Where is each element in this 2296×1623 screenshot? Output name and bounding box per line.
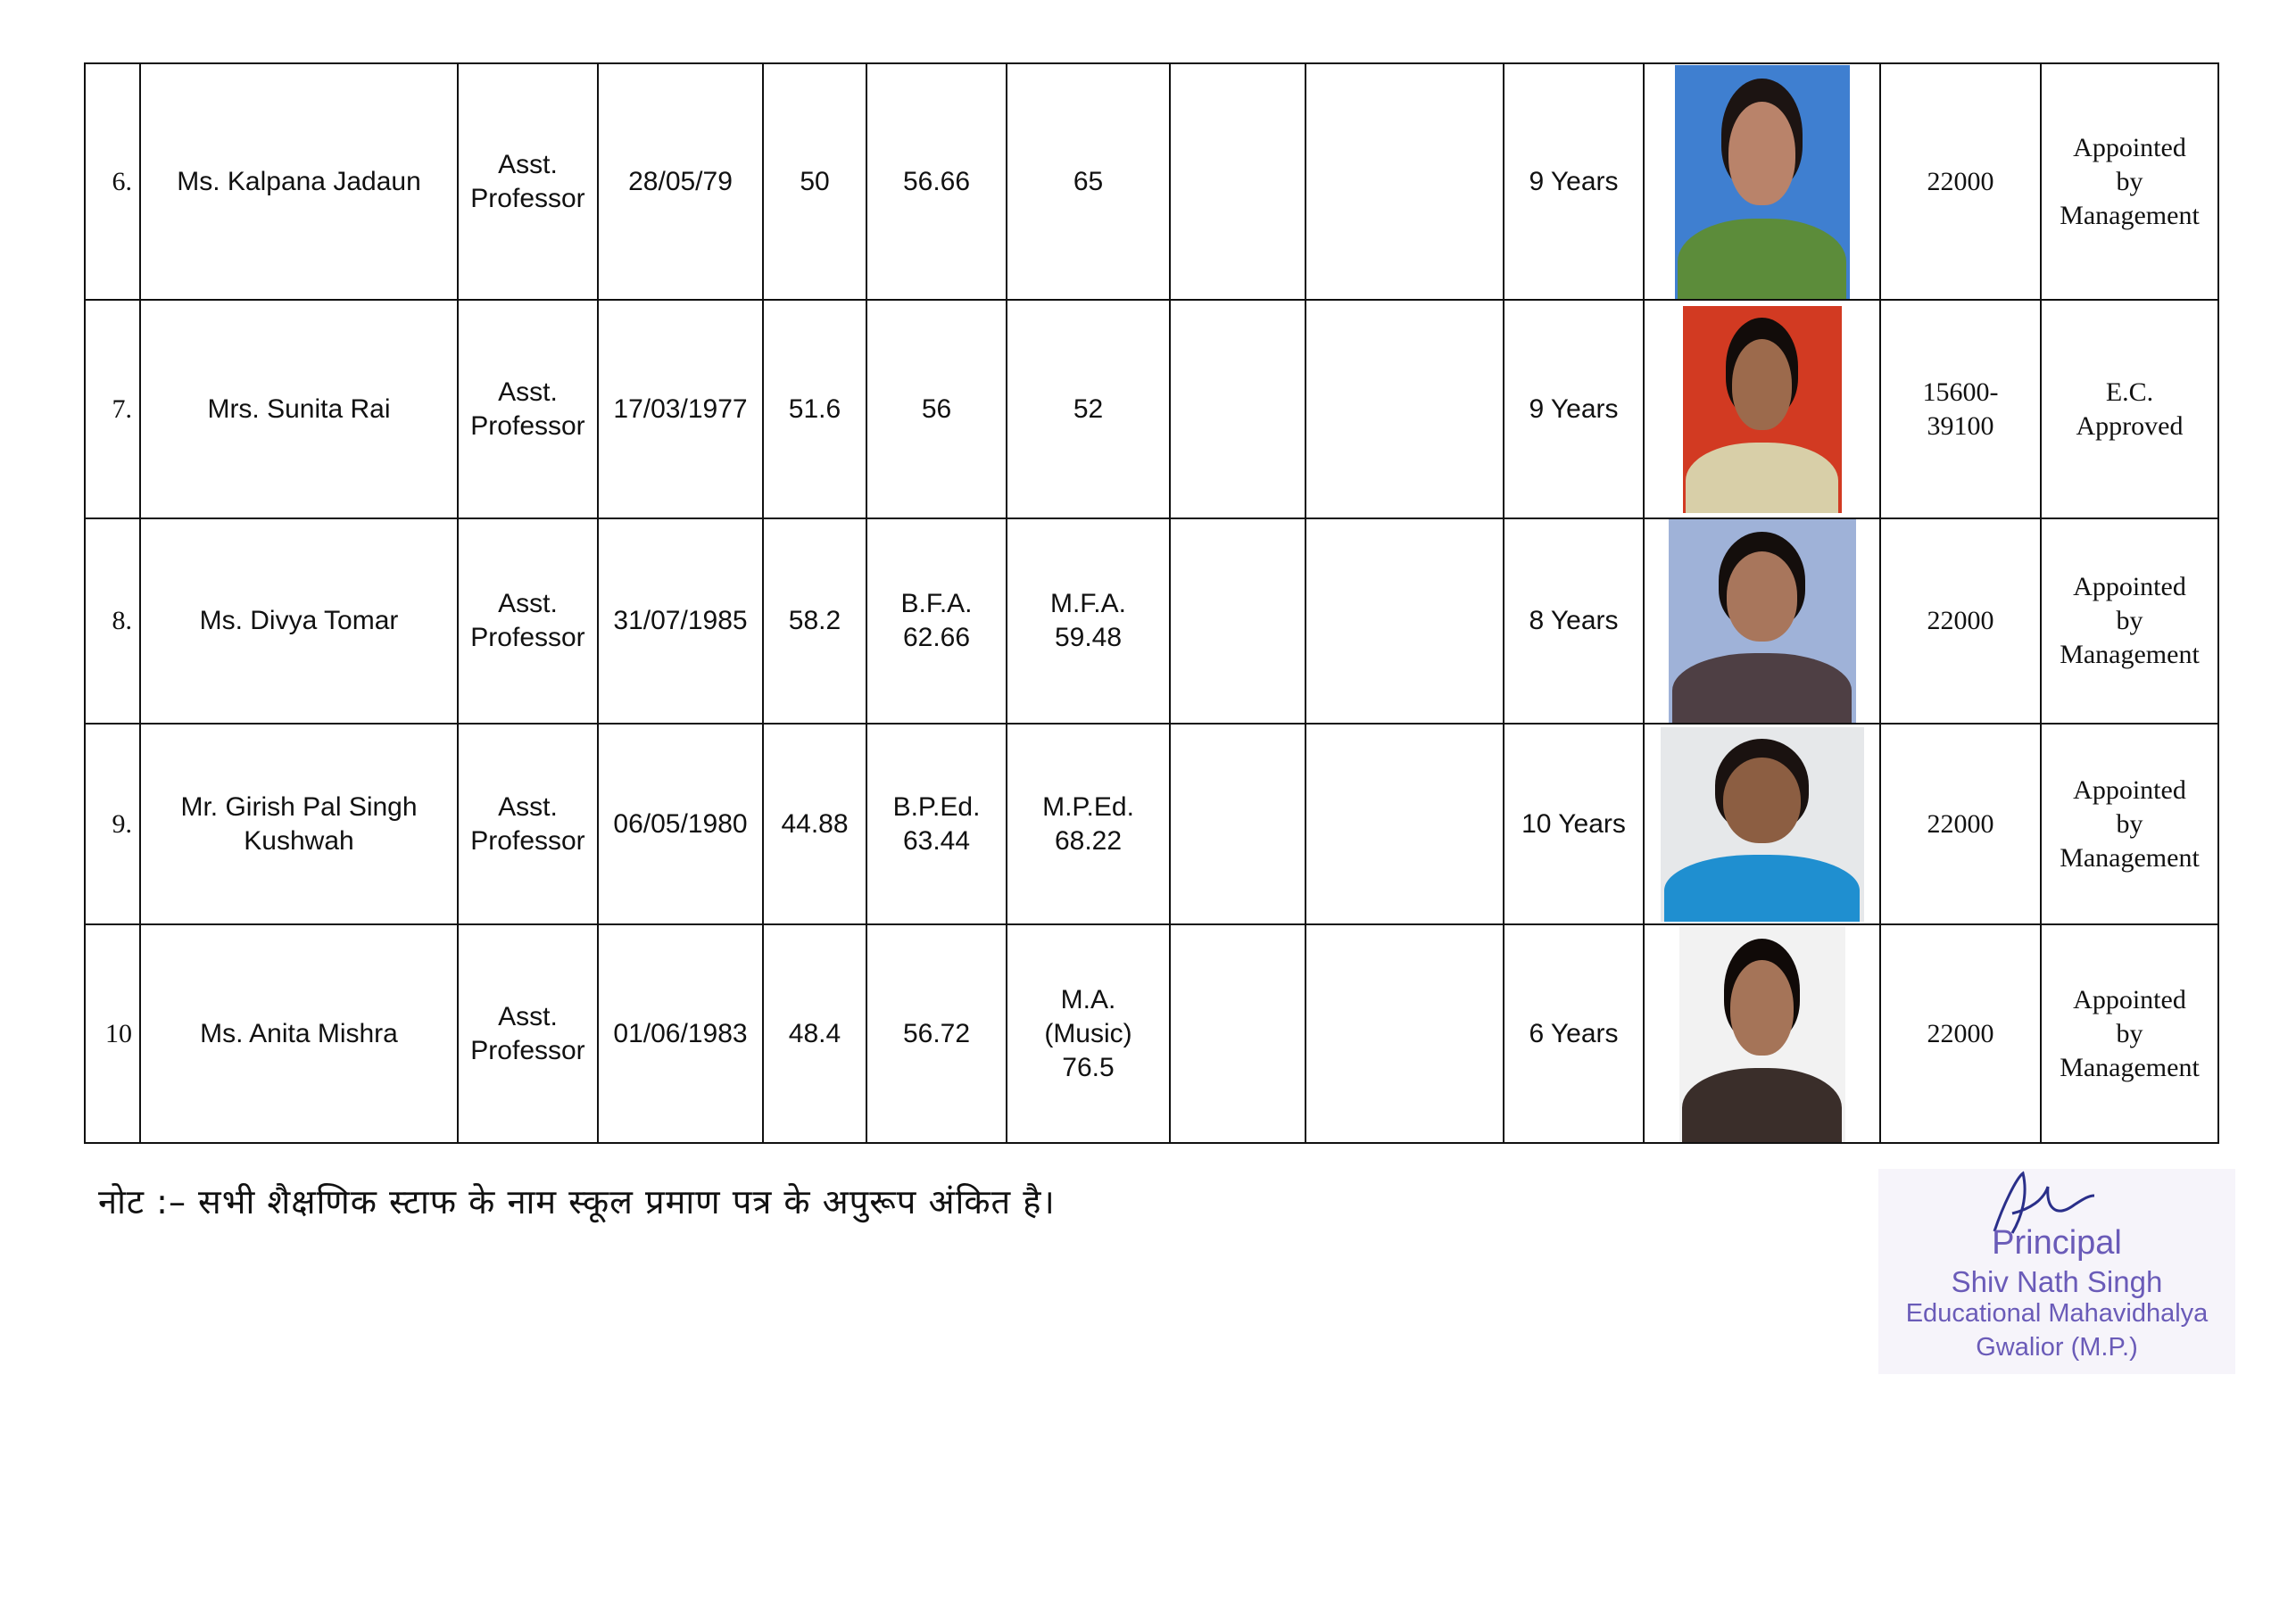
post-graduation-line: (Music) <box>1044 1018 1132 1048</box>
post-graduation-line: 52 <box>1073 393 1104 424</box>
staff-name <box>140 518 458 724</box>
staff-name <box>140 63 458 300</box>
remark-line: E.C. <box>2105 377 2154 407</box>
staff-photo <box>1661 727 1864 922</box>
graduation-line: 63.44 <box>902 825 971 856</box>
photo-shoulders <box>1664 855 1860 921</box>
serial-number: 9. <box>85 724 140 924</box>
pay-scale <box>1880 518 2041 724</box>
table-row <box>85 518 2218 724</box>
post-graduation-line: 68.22 <box>1054 825 1123 856</box>
empty-cell <box>1305 724 1504 924</box>
experience: 6 Years <box>1504 924 1644 1143</box>
date-of-birth: 31/07/1985 <box>598 518 763 724</box>
staff-photo <box>1675 65 1850 299</box>
experience: 9 Years <box>1504 63 1644 300</box>
remark-line: Appointed <box>2073 132 2186 162</box>
staff-name-text: Ms. Anita Mishra <box>200 1018 398 1048</box>
remark-line: by <box>2116 808 2143 839</box>
empty-cell <box>1170 518 1305 724</box>
graduation-line: 62.66 <box>902 623 971 652</box>
staff-table-body <box>85 63 2218 1143</box>
serial-number: 10 <box>85 924 140 1143</box>
staff-name-text: Ms. Divya Tomar <box>199 606 399 635</box>
percentage-cell: 50 <box>763 63 866 300</box>
percentage-cell: 58.2 <box>763 518 866 724</box>
principal-stamp <box>1878 1169 2235 1374</box>
date-of-birth: 06/05/1980 <box>598 724 763 924</box>
post-graduation-cell <box>1007 300 1170 518</box>
staff-photo <box>1683 306 1842 513</box>
post-graduation-line: M.F.A. <box>1049 589 1126 618</box>
staff-name <box>140 300 458 518</box>
staff-photo <box>1679 926 1845 1142</box>
staff-name-text: Mr. Girish Pal Singh Kushwah <box>180 791 418 856</box>
date-of-birth: 17/03/1977 <box>598 300 763 518</box>
photo-face <box>1727 551 1798 641</box>
photo-cell <box>1644 924 1880 1143</box>
photo-shoulders <box>1686 443 1838 513</box>
pay-scale-line: 22000 <box>1927 1018 1994 1048</box>
designation-line: Professor <box>470 183 585 213</box>
serial-number: 8. <box>85 518 140 724</box>
stamp-title: Principal <box>1992 1224 2122 1262</box>
photo-face <box>1723 758 1801 843</box>
pay-scale <box>1880 724 2041 924</box>
remark-line: Management <box>2060 200 2200 230</box>
graduation-line: B.F.A. <box>900 589 973 618</box>
table-row <box>85 63 2218 300</box>
date-of-birth: 01/06/1983 <box>598 924 763 1143</box>
photo-face <box>1730 960 1794 1055</box>
designation-line: Asst. <box>498 589 558 618</box>
remark-line: by <box>2116 166 2143 196</box>
photo-shoulders <box>1678 219 1845 298</box>
graduation-line: 56.66 <box>902 166 971 196</box>
remark-line: Management <box>2060 1052 2200 1082</box>
remark-line: by <box>2116 1018 2143 1048</box>
experience: 8 Years <box>1504 518 1644 724</box>
designation-line: Professor <box>470 825 585 856</box>
remark <box>2041 63 2218 300</box>
empty-cell <box>1170 63 1305 300</box>
date-of-birth: 28/05/79 <box>598 63 763 300</box>
photo-cell <box>1644 518 1880 724</box>
post-graduation-line: M.P.Ed. <box>1042 791 1134 822</box>
empty-cell <box>1305 924 1504 1143</box>
photo-face <box>1728 102 1795 204</box>
remark <box>2041 924 2218 1143</box>
designation-line: Professor <box>470 1035 585 1065</box>
staff-name-text: Ms. Kalpana Jadaun <box>177 166 421 196</box>
staff-name <box>140 724 458 924</box>
footer-note: नोट :– सभी शैक्षणिक स्टाफ के नाम स्कूल प्रमाण पत्र के अपुरूप अंकित है। <box>98 1182 1056 1221</box>
staff-name <box>140 924 458 1143</box>
graduation-line: 56.72 <box>902 1018 971 1048</box>
percentage-cell: 51.6 <box>763 300 866 518</box>
graduation-cell <box>866 924 1007 1143</box>
table-row <box>85 924 2218 1143</box>
stamp-institution: Educational Mahavidhalya <box>1905 1299 2209 1328</box>
remark <box>2041 300 2218 518</box>
designation-line: Asst. <box>498 377 558 407</box>
experience: 10 Years <box>1504 724 1644 924</box>
table-row <box>85 724 2218 924</box>
pay-scale <box>1880 63 2041 300</box>
designation <box>458 924 598 1143</box>
staff-photo <box>1669 519 1856 723</box>
graduation-line: B.P.Ed. <box>892 791 981 822</box>
designation-line: Asst. <box>498 791 558 822</box>
remark-line: Management <box>2060 640 2200 669</box>
remark-line: Appointed <box>2073 572 2186 601</box>
photo-cell <box>1644 63 1880 300</box>
pay-scale-line: 22000 <box>1927 808 1994 839</box>
remark-line: Management <box>2060 842 2200 873</box>
remark-line: Appointed <box>2073 984 2186 1014</box>
remark <box>2041 518 2218 724</box>
empty-cell <box>1305 518 1504 724</box>
stamp-name: Shiv Nath Singh <box>1951 1265 2163 1298</box>
photo-shoulders <box>1672 653 1853 723</box>
graduation-cell <box>866 724 1007 924</box>
designation <box>458 518 598 724</box>
empty-cell <box>1170 724 1305 924</box>
serial-number: 6. <box>85 63 140 300</box>
designation-line: Asst. <box>498 1001 558 1031</box>
post-graduation-line: M.A. <box>1060 984 1116 1014</box>
pay-scale-line: 22000 <box>1927 606 1994 635</box>
post-graduation-cell <box>1007 518 1170 724</box>
post-graduation-line: 65 <box>1073 166 1104 196</box>
post-graduation-line: 59.48 <box>1054 623 1123 652</box>
stamp-location: Gwalior (M.P.) <box>1976 1333 2138 1362</box>
photo-face <box>1732 339 1793 430</box>
designation-line: Asst. <box>498 149 558 179</box>
remark <box>2041 724 2218 924</box>
staff-name-text: Mrs. Sunita Rai <box>207 393 391 424</box>
designation-line: Professor <box>470 623 585 652</box>
post-graduation-cell <box>1007 724 1170 924</box>
post-graduation-cell <box>1007 63 1170 300</box>
pay-scale-line: 22000 <box>1927 166 1994 196</box>
designation <box>458 300 598 518</box>
post-graduation-line: 76.5 <box>1062 1052 1115 1082</box>
percentage-cell: 44.88 <box>763 724 866 924</box>
photo-shoulders <box>1682 1068 1842 1141</box>
empty-cell <box>1305 63 1504 300</box>
photo-cell <box>1644 300 1880 518</box>
table-row <box>85 300 2218 518</box>
percentage-cell: 48.4 <box>763 924 866 1143</box>
pay-scale-line: 15600- <box>1922 377 1999 407</box>
remark-line: Appointed <box>2073 774 2186 805</box>
staff-table <box>84 62 2219 1144</box>
pay-scale <box>1880 924 2041 1143</box>
photo-cell <box>1644 724 1880 924</box>
empty-cell <box>1170 924 1305 1143</box>
graduation-line: 56 <box>921 393 952 424</box>
remark-line: by <box>2116 606 2143 635</box>
graduation-cell <box>866 300 1007 518</box>
designation <box>458 63 598 300</box>
empty-cell <box>1170 300 1305 518</box>
graduation-cell <box>866 63 1007 300</box>
graduation-cell <box>866 518 1007 724</box>
serial-number: 7. <box>85 300 140 518</box>
designation <box>458 724 598 924</box>
designation-line: Professor <box>470 410 585 441</box>
empty-cell <box>1305 300 1504 518</box>
experience: 9 Years <box>1504 300 1644 518</box>
pay-scale-line: 39100 <box>1927 410 1994 441</box>
remark-line: Approved <box>2076 410 2184 441</box>
pay-scale <box>1880 300 2041 518</box>
post-graduation-cell <box>1007 924 1170 1143</box>
